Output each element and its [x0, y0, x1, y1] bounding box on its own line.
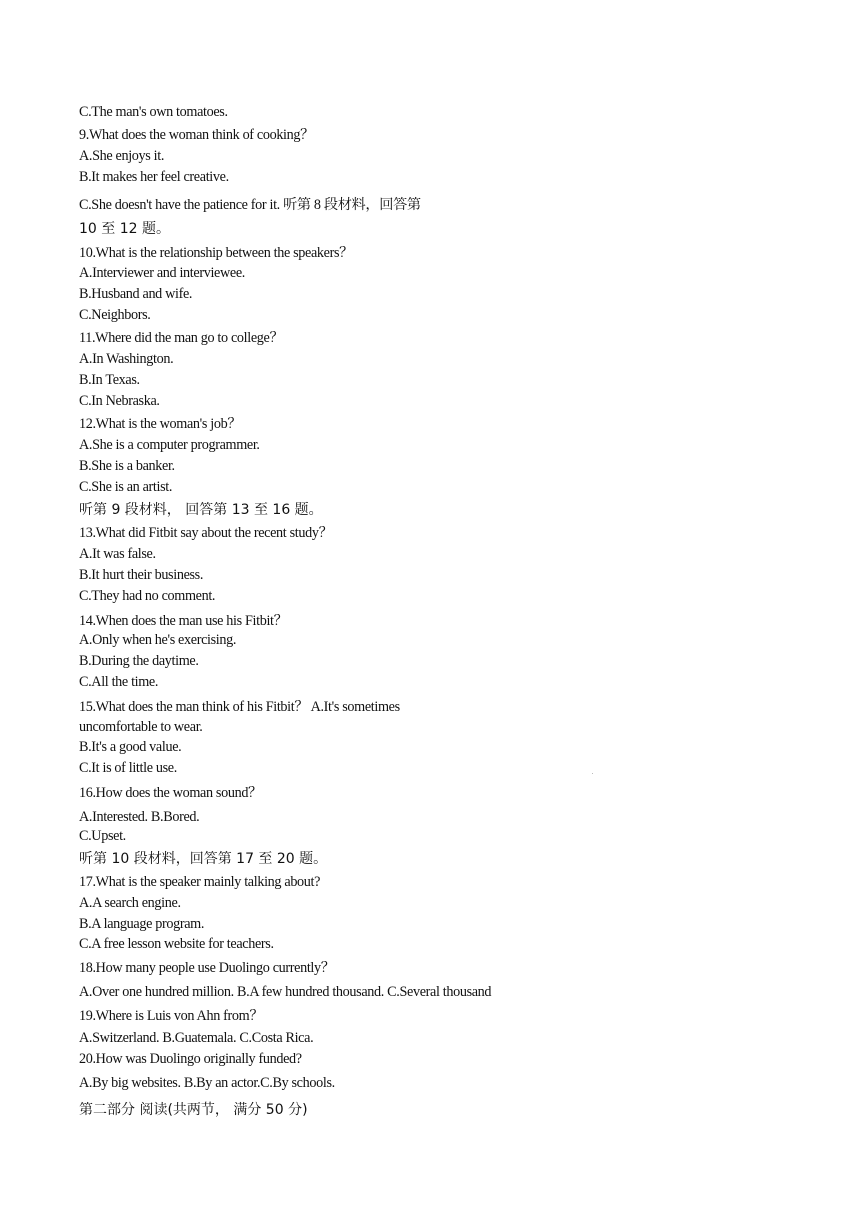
question-line: 11.Where did the man go to college？ — [79, 330, 284, 346]
section-instruction: 听第 9 段材料， 回答第 13 至 16 题。 — [79, 502, 323, 518]
section-instruction: 听第 10 段材料，回答第 17 至 20 题。 — [79, 851, 328, 867]
option-line: A.A search engine. — [79, 895, 181, 911]
option-line: A.She is a computer programmer. — [79, 437, 260, 453]
question-line: 14.When does the man use his Fitbit？ — [79, 613, 288, 629]
option-line: C.Neighbors. — [79, 307, 151, 323]
question-line: 10.What is the relationship between the speakers？ — [79, 245, 353, 261]
question-line: 12.What is the woman's job？ — [79, 416, 242, 432]
question-line: 18.How many people use Duolingo currently？ — [79, 960, 335, 976]
option-line: B.It makes her feel creative. — [79, 169, 229, 185]
question-line: 13.What did Fitbit say about the recent study？ — [79, 525, 333, 541]
option-line: B.It's a good value. — [79, 739, 182, 755]
option-line: A.She enjoys it. — [79, 148, 165, 164]
option-line: B.During the daytime. — [79, 653, 199, 669]
option-line: C.She is an artist. — [79, 479, 173, 495]
option-line: A.It was false. — [79, 546, 156, 562]
option-line: A.Interviewer and interviewee. — [79, 265, 245, 281]
question-line: 20.How was Duolingo originally funded? — [79, 1051, 302, 1067]
option-line: A.By big websites. B.By an actor.C.By schools. — [79, 1075, 335, 1091]
option-line: A.In Washington. — [79, 351, 174, 367]
option-line: A.Switzerland. B.Guatemala. C.Costa Rica. — [79, 1030, 314, 1046]
question-line: 15.What does the man think of his Fitbit？ A.It's sometimes — [79, 699, 400, 715]
option-line: B.She is a banker. — [79, 458, 175, 474]
question-line: 19.Where is Luis von Ahn from？ — [79, 1008, 264, 1024]
option-line: B.A language program. — [79, 916, 205, 932]
option-line: A.Only when he's exercising. — [79, 632, 237, 648]
option-line: A.Over one hundred million. B.A few hundred thousand. C.Several thousand — [79, 984, 492, 1000]
option-line: C.In Nebraska. — [79, 393, 160, 409]
question-line: 17.What is the speaker mainly talking about? — [79, 874, 321, 890]
option-line: C.They had no comment. — [79, 588, 216, 604]
option-line: C.Upset. — [79, 828, 126, 844]
option-line: C.All the time. — [79, 674, 159, 690]
option-line: C.A free lesson website for teachers. — [79, 936, 274, 952]
option-line: C.She doesn't have the patience for it. 听第 8 段材料，回答第 — [79, 197, 421, 213]
option-line: B.In Texas. — [79, 372, 140, 388]
option-line: C.It is of little use. — [79, 760, 177, 776]
section-instruction: 10 至 12 题。 — [79, 221, 170, 237]
option-line: C.The man's own tomatoes. — [79, 104, 228, 120]
option-line: uncomfortable to wear. — [79, 719, 203, 735]
question-line: 9.What does the woman think of cooking？ — [79, 127, 314, 143]
part-heading: 第二部分 阅读(共两节， 满分 50 分) — [79, 1102, 308, 1118]
option-line: A.Interested. B.Bored. — [79, 809, 200, 825]
option-line: B.It hurt their business. — [79, 567, 204, 583]
scan-speck — [592, 773, 593, 774]
question-line: 16.How does the woman sound？ — [79, 785, 262, 801]
option-line: B.Husband and wife. — [79, 286, 193, 302]
